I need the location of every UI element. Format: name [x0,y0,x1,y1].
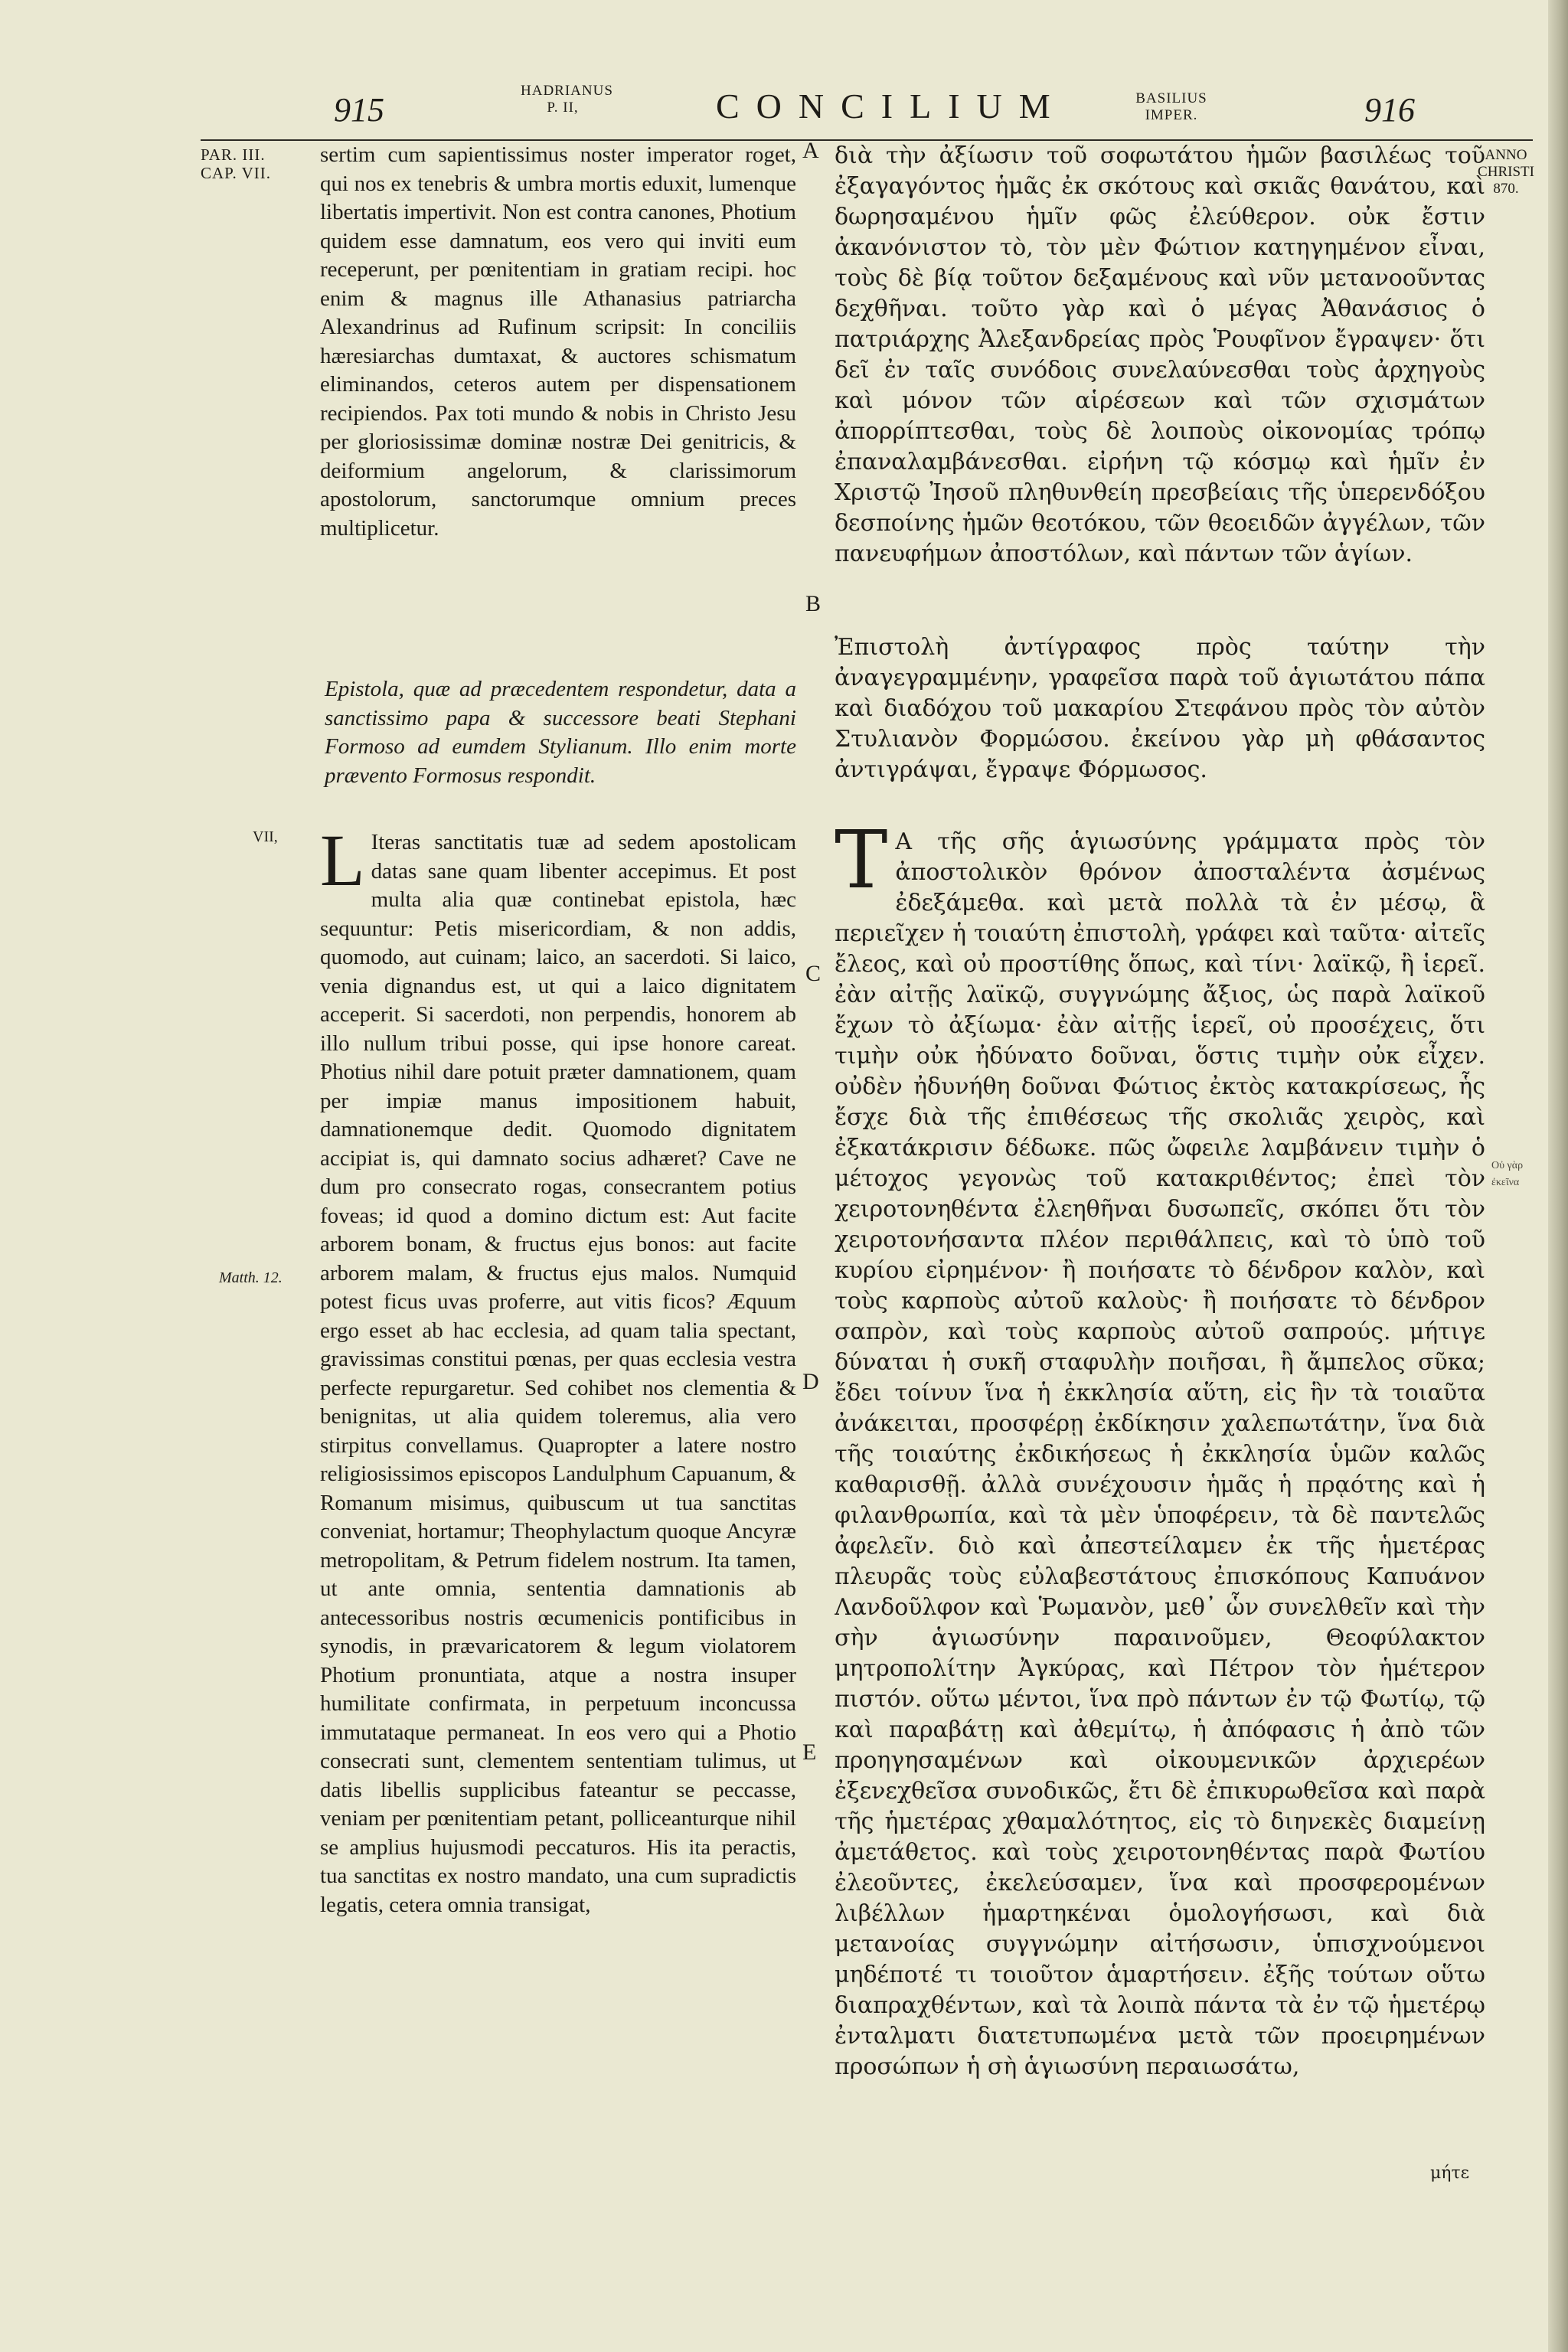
greek-letter-heading [835,632,1485,804]
section-marker-a: A [802,138,819,163]
page-number-right: 916 [1364,91,1415,129]
section-marker-c: C [805,961,822,986]
latin-text-part2 [320,828,796,2172]
christi-label: CHRISTI [1478,164,1534,180]
anno-label: ANNO [1485,147,1527,163]
latin-paragraph-2: Iteras sanctitatis tuæ ad sedem apostolicam datas sane quam libenter accepimus. Et post multa alia quæ continebat epistola, hæc sequuntur: Petis misericordiam, & non addis, quomodo, aut cuinam; laico, an sacerdoti. Si laico, venia dignandus est, ut qui a laico dignitatem acceperit. Si sacerdoti, non perpendis, honorem ab illo nullum tribui posse, qui ipse honore careat. Photius nihil dare potuit præter damnationem, quam per impiæ manus impositionem habuit, damnationemque dedit. Quomodo dignitatem accipiat is, qui damnato socius adhæret? Cave ne dum pro consecrato rogas, consecrantem potius foveas; id quod a domino dictum est: Aut facite arborem bonam, & fructus ejus bonos: aut facite arborem malam, & fructus ejus malos. Numquid potest ficus uvas proferre, aut vitis ficos? Æquum ergo esset ab hac ecclesia, ad quam talia spectant, gravissimas constitui pœnas, per quas ecclesia vestra perfecte repurgaretur. Sed cohibet nos clementia & benignitas, ut alia quidem toleremus, alia vero stirpitus convellamus. Quapropter a latere nostro religiosissimos episcopos Landulphum Capuanum, & Romanum misimus, quibuscum ut tua sanctitas conveniat, hortamur; Theophylactum quoque Ancyræ metropolitam, & Petrum fidelem nostrum. Ita tamen, ut ante omnia, sententia damnationis ab antecessoribus nostris œcumenicis pontificibus in synodis, in prævaricatorem & legum violatorem Photium pronuntiata, atque a nostra insuper humilitate confirmata, in perpetuum inconcussa immutataque permaneat. In eos vero qui a Photio consecrati sunt, clementem sententiam tulimus, ut datis libellis supplicibus fateantur se peccasse, veniam per pœnitentiam petant, polliceanturque nihil se amplius hujusmodi peccaturos. His ita peractis, tua sanctitas ex nostro mandato, una cum supradictis legatis, cetera omnia transigat, [320,830,796,1917]
latin-drop-cap: L [320,828,365,901]
page-number-left: 915 [334,91,384,129]
edge-note-fragment: Οὐ γὰρ ἐκεῖνα [1491,1160,1524,1188]
catchword: μήτε [1430,2164,1470,2183]
part-chapter-label [201,145,271,182]
book-gutter [1548,0,1568,2352]
page-title: CONCILIUM [716,87,1067,126]
latin-letter-heading [320,675,796,832]
chapter-label: CAP. VII. [201,164,272,182]
running-head-left [521,83,613,116]
greek-text-part2 [835,827,1485,2159]
greek-heading-text: Ἐπιστολὴ ἀντίγραφος πρὸς ταύτην τὴν ἀναγεγραμμένην, γραφεῖσα παρὰ τοῦ ἁγιωτάτου πάπα καὶ διαδόχου τοῦ μακαρίου Στεφάνου πρὸς τὸν αὐτὸν Στυλιανὸν Φορμώσου. ἐκείνου γὰρ μὴ φθάσαντος ἀντιγράψαι, ἔγραψε Φόρμωσος. [835,634,1485,783]
running-head-left-line1: HADRIANUS [521,83,613,99]
greek-text-part1 [835,141,1485,639]
greek-drop-cap: Τ [835,827,888,906]
margin-note-vii: VII, [253,828,278,845]
running-head-right-line1: BASILIUS [1135,90,1207,106]
part-label: PAR. III. [201,145,266,164]
greek-paragraph-2: Α τῆς σῆς ἁγιωσύνης γράμματα πρὸς τὸν ἀποστολικὸν θρόνον ἀποσταλέντα ἀσμένως ἐδεξάμεθα. καὶ μετὰ πολλὰ τὰ ἐν μέσῳ, ἃ περιεῖχεν ἡ τοιαύτη ἐπιστολὴ, γράφει καὶ ταῦτα· αἰτεῖς ἔλεος, καὶ οὐ προστίθης ὅπως, καὶ τίνι· λαϊκῷ, ἢ ἱερεῖ. ἐὰν αἰτῇς λαϊκῷ, συγγνώμης ἄξιος, ὡς παρὰ λαϊκοῦ ἔχων τὸ ἀξίωμα· ἐὰν αἰτῇς ἱερεῖ, οὐ προσέχεις, ὅτι τιμὴν οὐκ ἠδύνατο δοῦναι, ὅστις τιμὴν οὐκ εἶχεν. οὐδὲν ἠδυνήθη δοῦναι Φώτιος ἐκτὸς κατακρίσεως, ἧς ἔσχε διὰ τῆς ἐπιθέσεως τῆς σκολιᾶς χειρὸς, καὶ ἐξκατάκρισιν δέδωκε. πῶς ὤφειλε λαμβάνειν τιμὴν ὁ μέτοχος γεγονὼς τοῦ κατακριθέντος; ἐπεὶ τὸν χειροτονηθέντα ἐλεηθῆναι δυσωπεῖς, σκόπει ὅτι τὸν χειροτονήσαντα πλέον περιθάλπεις, καὶ τὸ ὑπὸ τοῦ κυρίου εἰρημένον· ἢ ποιήσατε τὸ δένδρον καλὸν, καὶ τοὺς καρποὺς αὐτοῦ καλοὺς· ἢ ποιήσατε τὸ δένδρον σαπρὸν, καὶ τοὺς καρποὺς αὐτοῦ σαπρούς. μήτιγε δύναται ἡ συκῆ σταφυλὴν ποιῆσαι, ἢ ἄμπελος σῦκα; ἔδει τοίνυν ἵνα ἡ ἐκκλησία αὕτη, εἰς ἣν τὰ τοιαῦτα ἀνάκειται, προσφέρῃ ἐκδίκησιν χαλεπωτάτην, ἵνα διὰ τῆς τοιαύτης ἐκδικήσεως ἡ ἐκκλησία ὑμῶν καλῶς καθαρισθῇ. ἀλλὰ συνέχουσιν ἡμᾶς ἡ πρᾳότης καὶ ἡ φιλανθρωπία, καὶ τὰ μὲν ὑποφέρειν, τὰ δὲ παντελῶς ἀφελεῖν. διὸ καὶ ἀπεστείλαμεν ἐκ τῆς ἡμετέρας πλευρᾶς τοὺς εὐλαβεστάτους ἐπισκόπους Καπυάνον Λανδοῦλφον καὶ Ῥωμανὸν, μεθ᾽ ὧν συνελθεῖν καὶ τὴν σὴν ἁγιωσύνην παραινοῦμεν, Θεοφύλακτον μητροπολίτην Ἀγκύρας, καὶ Πέτρον τὸν ἡμέτερον πιστόν. οὕτω μέντοι, ἵνα πρὸ πάντων ἐν τῷ Φωτίῳ, τῷ καὶ παραβάτῃ καὶ ἀθεμίτῳ, ἡ ἀπόφασις ἡ ἀπὸ τῶν προηγησαμένων καὶ οἰκουμενικῶν ἀρχιερέων ἐξενεχθεῖσα συνοδικῶς, ἔτι δὲ ἐπικυρωθεῖσα καὶ παρὰ τῆς ἡμετέρας χθαμαλότητος, εἰς τὸ διηνεκὲς διαμείνῃ ἀμετάθετος. καὶ τοὺς χειροτονηθέντας παρὰ Φωτίου ἐλεοῦντες, ἐκελεύσαμεν, ἵνα καὶ προσφερομένων λιβέλλων ἡμαρτηκέναι ὁμολογήσωσι, καὶ διὰ μετανοίας συγγνώμην αἰτήσωσιν, ὑπισχνούμενοι μηδέποτέ τι τοιοῦτον ἁμαρτήσειν. ἐξῆς τούτων οὕτω διαπραχθέντων, καὶ τὰ λοιπὰ πάντα τὰ ἐν τῷ ἡμετέρῳ ἐνταλματι διατετυπωμένα μετὰ τῶν προειρημένων προσώπων ἡ σὴ ἁγιωσύνη περαιωσάτω, [835,828,1485,2080]
running-head-right-line2: IMPER. [1145,107,1198,123]
section-marker-d: D [802,1369,819,1394]
latin-text-part1 [320,141,796,652]
greek-paragraph-1: διὰ τὴν ἀξίωσιν τοῦ σοφωτάτου ἡμῶν βασιλέως τοῦ ἐξαγαγόντος ἡμᾶς ἐκ σκότους καὶ σκιᾶς θανάτου, καὶ δωρησαμένου ἡμῖν φῶς ἐλεύθερον. οὐκ ἔστιν ἀκανόνιστον τὸ, τὸν μὲν Φώτιον κατηγημένον εἶναι, τοὺς δὲ βίᾳ τοῦτον δεξαμένους καὶ νῦν μετανοοῦντας δεχθῆναι. τοῦτο γὰρ καὶ ὁ μέγας Ἀθανάσιος ὁ πατριάρχης Ἀλεξανδρείας πρὸς Ῥουφῖνον ἔγραψεν· ὅτι δεῖ ἐν ταῖς συνόδοις συνελαύνεσθαι τοὺς ἀρχηγοὺς καὶ μόνον τῶν αἱρέσεων καὶ τῶν σχισμάτων ἀπορρίπτεσθαι, τοὺς δὲ λοιποὺς οἰκονομίας τρόπῳ ἐπαναλαμβάνεσθαι. εἰρήνη τῷ κόσμῳ καὶ ἡμῖν ἐν Χριστῷ Ἰησοῦ πληθυνθείη πρεσβείαις τῆς ὑπερενδόξου δεσποίνης ἡμῶν θεοτόκου, τῶν θεοειδῶν ἀγγέλων, τῶν πανευφήμων ἀποστόλων, καὶ πάντων τῶν ἁγίων. [835,142,1485,567]
section-marker-b: B [805,591,822,616]
running-head-left-line2: P. II, [547,100,579,116]
anno-year: 870. [1493,181,1519,197]
latin-paragraph-1: sertim cum sapientissimus noster imperator roget, qui nos ex tenebris & umbra mortis eduxit, lumenque libertatis impertivit. Non est contra canones, Photium quidem esse damnatum, eos vero qui inviti eum receperunt, per pœnitentiam in gratiam recipi. hoc enim & magnus ille Athanasius patriarcha Alexandrinus ad Rufinum scripsit: In conciliis hæresiarchas dumtaxat, & auctores schismatum eliminandos, ceteros autem per dispensationem recipiendos. Pax toti mundo & nobis in Christo Jesu per gloriosissimæ dominæ nostræ Dei genitricis, & deiformium angelorum, & clarissimorum apostolorum, sanctorumque omnium preces multiplicetur. [320,142,796,541]
running-head-right [1114,90,1229,124]
latin-heading-text: Epistola, quæ ad præcedentem respondetur, data a sanctissimo papa & successore beati Stephani Formoso ad eumdem Stylianum. Illo enim morte prævento Formosus respondit. [325,677,796,788]
margin-note-matthew: Matth. 12. [219,1269,283,1286]
section-marker-e: E [802,1740,817,1765]
